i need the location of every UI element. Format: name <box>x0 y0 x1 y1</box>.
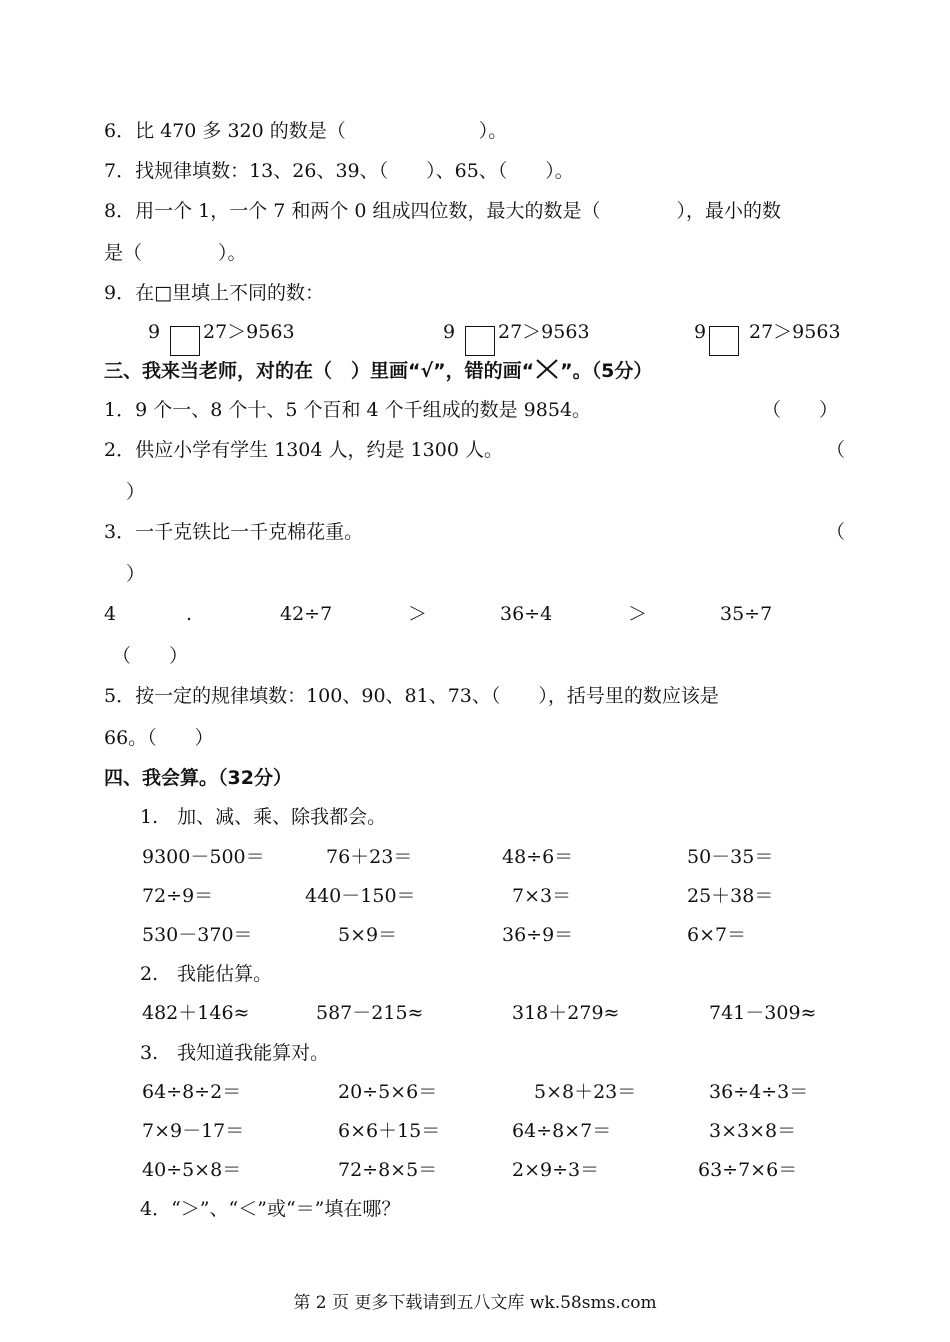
q9-item-1-rest: 27＞9563 <box>203 321 295 343</box>
calc-item: 64÷8×7＝ <box>512 1120 612 1142</box>
estimate-item: 587－215≈ <box>316 1002 424 1024</box>
calc-item: 72÷9＝ <box>142 885 214 907</box>
calc-item: 50－35＝ <box>687 846 774 868</box>
q9-item-2-rest: 27＞9563 <box>498 321 590 343</box>
calc-item: 7×9－17＝ <box>142 1120 245 1142</box>
s3-question-1-answer[interactable]: （ ） <box>762 399 839 421</box>
calc-item: 72÷8×5＝ <box>338 1159 438 1181</box>
q9-item-1-box[interactable] <box>170 326 200 356</box>
estimate-item: 482＋146≈ <box>142 1002 250 1024</box>
s3-question-3: 3．一千克铁比一千克棉花重。 <box>104 521 364 543</box>
q9-item-2-digit: 9 <box>443 321 456 343</box>
estimate-item: 741－309≈ <box>709 1002 817 1024</box>
s3-q4-expr-1: 42÷7 <box>280 603 333 625</box>
s3-q4-gt-2: ＞ <box>628 603 648 625</box>
cross-mark-icon <box>534 358 560 380</box>
section-3-heading-a: 三、我来当老师，对的在（ ）里画“√”，错的画“ <box>104 360 535 382</box>
calc-item: 2×9÷3＝ <box>512 1159 600 1181</box>
calc-item: 9300－500＝ <box>142 846 265 868</box>
s3-question-1: 1．9 个一、8 个十、5 个百和 4 个千组成的数是 9854。 <box>104 399 592 421</box>
calc-item: 64÷8÷2＝ <box>142 1081 242 1103</box>
calc-item: 48÷6＝ <box>502 846 574 868</box>
calc-item: 5×9＝ <box>338 924 398 946</box>
calc-item: 440－150＝ <box>305 885 416 907</box>
question-9: 9．在□里填上不同的数： <box>104 282 325 304</box>
s3-q4-expr-3: 35÷7 <box>720 603 773 625</box>
section-3-heading <box>104 358 652 383</box>
q9-item-2-box[interactable] <box>465 326 495 356</box>
calc-item: 36÷4÷3＝ <box>709 1081 809 1103</box>
q9-item-1-digit: 9 <box>148 321 161 343</box>
s3-q4-dot: . <box>186 603 193 625</box>
q9-item-3-box[interactable] <box>709 326 739 356</box>
s4-sub-4: 4．“＞”、“＜”或“＝”填在哪？ <box>140 1198 401 1220</box>
calc-item: 25＋38＝ <box>687 885 774 907</box>
question-8-line-1: 8．用一个 1，一个 7 和两个 0 组成四位数，最大的数是（ ），最小的数 <box>104 200 782 222</box>
calc-item: 5×8＋23＝ <box>534 1081 637 1103</box>
s3-question-3-answer-close: ） <box>126 563 146 585</box>
calc-item: 40÷5×8＝ <box>142 1159 242 1181</box>
s3-q4-number: 4 <box>104 603 117 625</box>
calc-item: 6×7＝ <box>687 924 747 946</box>
s3-q4-gt-1: ＞ <box>408 603 428 625</box>
calc-item: 20÷5×6＝ <box>338 1081 438 1103</box>
calc-item: 6×6＋15＝ <box>338 1120 441 1142</box>
s4-sub-2: 2. 我能估算。 <box>140 963 273 985</box>
s4-sub-3: 3. 我知道我能算对。 <box>140 1042 330 1064</box>
s3-question-3-answer-open[interactable]: （ <box>826 521 846 543</box>
section-3-heading-b: ”。（5分） <box>560 360 653 382</box>
s3-question-2-answer-open[interactable]: （ <box>826 439 846 461</box>
section-4-heading: 四、我会算。（32分） <box>104 767 292 789</box>
s3-question-4-answer[interactable]: （ ） <box>112 645 189 667</box>
s4-sub-1: 1. 加、减、乘、除我都会。 <box>140 806 387 828</box>
calc-item: 36÷9＝ <box>502 924 574 946</box>
s3-question-2: 2．供应小学有学生 1304 人，约是 1300 人。 <box>104 439 503 461</box>
question-7: 7．找规律填数：13、26、39、（ ）、65、（ ）。 <box>104 160 574 182</box>
calc-item: 7×3＝ <box>512 885 572 907</box>
s3-question-2-answer-close: ） <box>126 481 146 503</box>
s3-question-5-line-1: 5．按一定的规律填数：100、90、81、73、（ ），括号里的数应该是 <box>104 685 719 707</box>
calc-item: 530－370＝ <box>142 924 253 946</box>
question-8-line-2: 是（ ）。 <box>104 242 247 264</box>
calc-item: 76＋23＝ <box>326 846 413 868</box>
question-6: 6．比 470 多 320 的数是（ ）。 <box>104 120 508 142</box>
estimate-item: 318＋279≈ <box>512 1002 620 1024</box>
s3-q4-expr-2: 36÷4 <box>500 603 553 625</box>
page-footer: 第 2 页 更多下载请到五八文库 wk.58sms.com <box>293 1293 657 1313</box>
calc-item: 3×3×8＝ <box>709 1120 797 1142</box>
calc-item: 63÷7×6＝ <box>698 1159 798 1181</box>
s3-question-5-line-2: 66。（ ） <box>104 727 214 749</box>
q9-item-3-rest: 27＞9563 <box>749 321 841 343</box>
q9-item-3-digit: 9 <box>694 321 707 343</box>
